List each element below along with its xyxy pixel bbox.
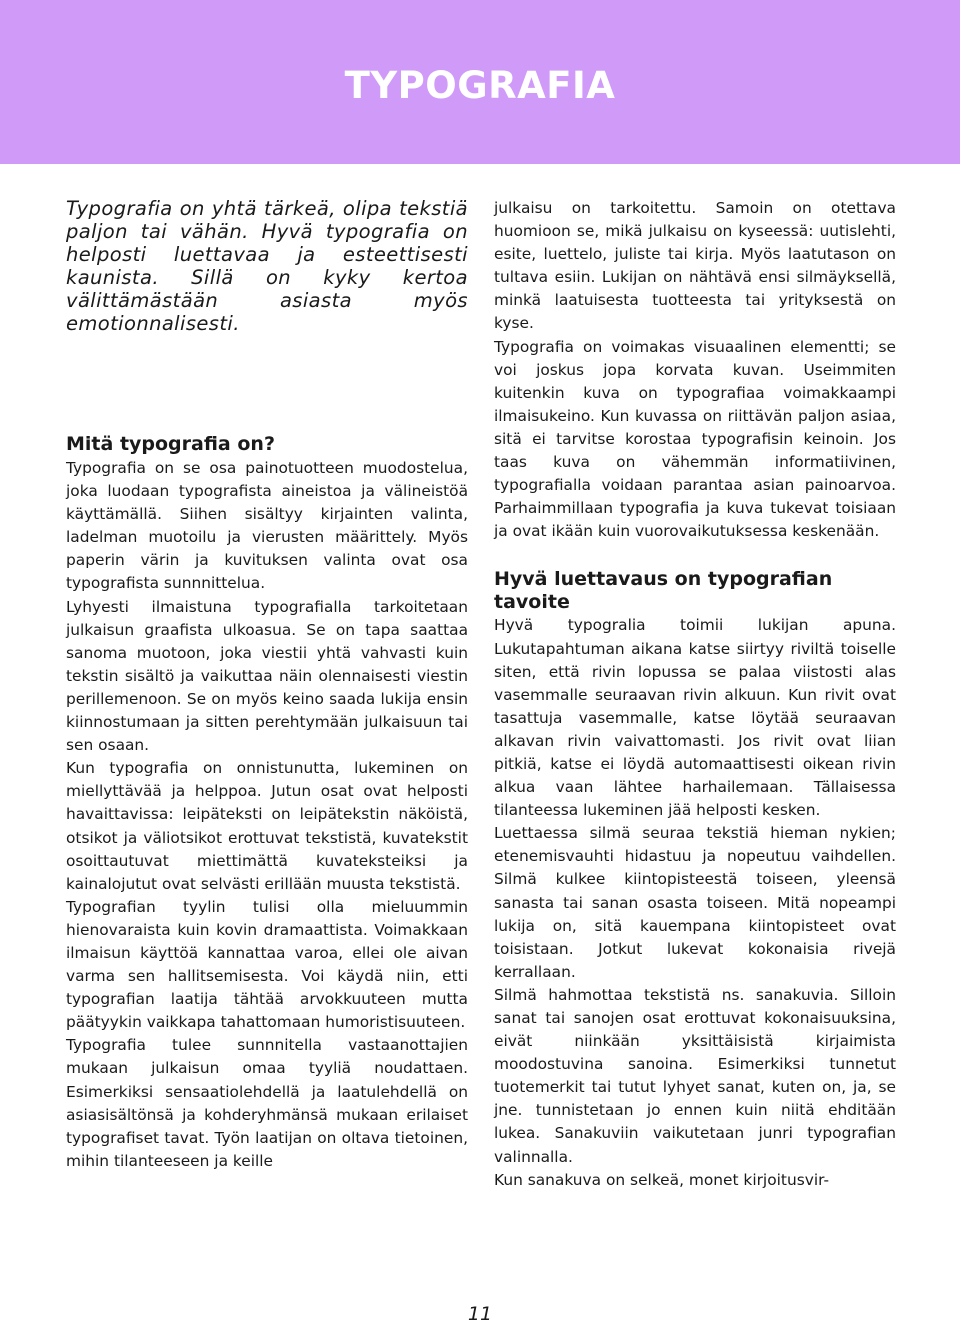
body-paragraph: Typografia on voimakas visuaalinen elementti; se voi joskus jopa korvata kuvan. Useimmiten kuitenkin kuva on typografiaa voimakkaampi ilmaisukeino. Kun kuvassa on riittävän paljon asiaa, sitä ei tarvitse korostaa typografisin keinoin. Jos taas kuva on vähemmän informatiivinen, typografialla voidaan parantaa asian painoarvoa. Parhaimmillaan typografia ja kuva tukevat toisiaan ja ovat ikään kuin vuorovaikutuksessa keskenään. — [494, 337, 896, 541]
body-paragraph: Lyhyesti ilmaistuna typografialla tarkoitetaan julkaisun graafista ulkoasua. Se on tapa saattaa sanoma muotoon, joka viestii yhtä vahvasti kuin tekstin sisältö ja vaikuttaa näin olennaisesti viestin perillemenoon. Se on myös keino saada lukija ensin kiinnostumaan ja sitten perehtymään julkaisuun tai sen osaan. — [66, 597, 468, 755]
body-paragraph: Typografia tulee sunnnitella vastaanottajien mukaan julkaisun omaa tyyliä noudattaen. Esimerkiksi sensaatiolehdellä ja laatulehdellä on asiasisältönsä ja kohderyhmänsä mukaan erilaiset typografiset tavat. Työn laatijan on oltava tietoinen, mihin tilanteeseen ja keille — [66, 1036, 468, 1170]
page-title: TYPOGRAFIA — [344, 64, 616, 107]
body-paragraph: Kun typografia on onnistunutta, lukeminen on miellyttävää ja helppoa. Jutun osat ovat helposti havaittavissa: leipäteksti on leipätekstin näköistä, otsikot ja väliotsikot erottuvat tekstistä, kuvatekstit osoittautuvat miettimättä kuvateksteiksi ja kainalojutut ovat selvästi erillään muusta tekstistä. — [66, 759, 468, 893]
body-paragraph: Kun sanakuva on selkeä, monet kirjoitusvir- — [494, 1170, 829, 1189]
page-number: 11 — [467, 1303, 493, 1325]
right-column — [494, 197, 896, 1192]
body-paragraph: julkaisu on tarkoitettu. Samoin on otettava huomioon se, mikä julkaisu on kyseessä: uutislehti, esite, luettelo, juliste tai kirja. Myös laatutason on tultava esiin. Lukijan on nähtävä ensi silmäyksellä, minkä laatuisesta tuotteesta tai yrityksestä on kyse. — [494, 199, 896, 333]
body-paragraph: Hyvä typogralia toimii lukijan apuna. Lukutapahtuman aikana katse siirtyy riviltä toiselle siten, että rivin lopussa se palaa viistosti alas vasemmalle seuraavan rivin alkuun. Kun rivit ovat tasattuja vasemmalle, katse löytää seuraavan alkavan rivin vaivattomasti. Jos rivit ovat liian pitkiä, katse ei löydä automaattisesti oikean rivin alkua vaan lähtee harhailemaan. Tällaisessa tilanteessa lukeminen jää helposti kesken. — [494, 616, 896, 820]
left-column — [66, 197, 468, 1173]
body-paragraph: Luettaessa silmä seuraa tekstiä hieman nykien; etenemisvauhti hidastuu ja nopeutuu vaihdellen. Silmä kulkee kiintopisteestä toiseen, yleensä sanasta tai sanan osasta toiseen. Mitä nopeampi lukija on, sitä kauempana kiintopisteet ovat toisistaan. Jotkut lukevat kokonaisia rivejä kerrallaan. — [494, 824, 896, 981]
section-heading-what-is-typography: Mitä typografia on? — [66, 433, 275, 455]
body-paragraph: Typografian tyylin tulisi olla mieluummin hienovaraista kuin kovin dramaattista. Voimakkaan ilmaisun käyttöä kannattaa varoa, ellei ole aivan varma sen hallitsemisesta. Voi käydä niin, etti typografian laatija tähtää arvokkuuteen mutta päätyykin vaikkapa tahattomaan humoristisuuteen. — [66, 897, 468, 1032]
title-banner — [0, 0, 960, 164]
body-paragraph: Typografia on se osa painotuotteen muodostelua, joka luodaan typografista aineistoa ja välineistöä käyttämällä. Siihen sisältyy kirjainten valinta, ladelman muotoilu ja vierusten määrittely. Myös paperin värin ja kuvituksen valinta ovat osa typografista sunnnittelua. — [66, 459, 468, 593]
section-heading-readability: Hyvä luettavaus on typografian tavoite — [494, 568, 833, 614]
intro-paragraph: Typografia on yhtä tärkeä, olipa tekstiä paljon tai vähän. Hyvä typografia on helposti luettavaa ja esteettisesti kaunista. Sillä on kyky kertoa välittämästään asiasta myös emotionnalisesti. — [66, 197, 468, 335]
body-paragraph: Silmä hahmottaa tekstistä ns. sanakuvia. Silloin sanat tai sanojen osat erottuvat kokonaisuuksina, eivät niinkään yksittäisistä kirjaimista moodostuvina sanoina. Esimerkiksi tunnetut tuotemerkit tai tutut lyhyet sanat, kuten on, ja, se jne. tunnistetaan jo ennen kuin niitä ehditään lukea. Sanakuviin vaikutetaan junri typografian valinnalla. — [494, 985, 896, 1166]
